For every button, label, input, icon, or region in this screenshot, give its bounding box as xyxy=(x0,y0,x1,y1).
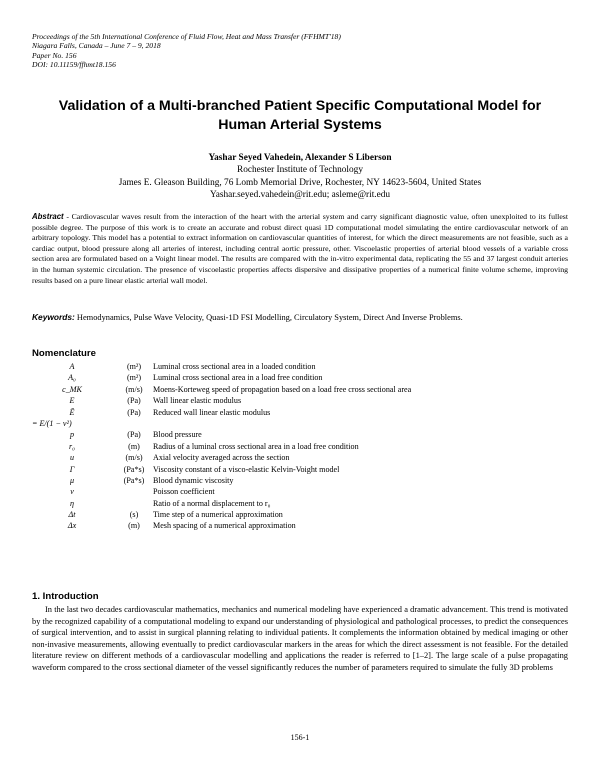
nomenclature-row xyxy=(32,509,568,520)
nomenclature-unit: (Pa) xyxy=(127,430,141,440)
nomenclature-unit: (Pa) xyxy=(127,407,141,417)
nomenclature-description: Viscosity constant of a visco-elastic Kelvin-Voight model xyxy=(153,464,340,474)
keywords-text: Hemodynamics, Pulse Wave Velocity, Quasi-1D FSI Modelling, Circulatory System, Direct And Inverse Problems. xyxy=(74,313,463,322)
nomenclature-symbol: = E/(1 − ν²) xyxy=(32,418,72,428)
keywords-lead: Keywords: xyxy=(32,312,75,322)
introduction-heading: 1. Introduction xyxy=(32,591,99,602)
nomenclature-heading: Nomenclature xyxy=(32,348,96,359)
nomenclature-row xyxy=(32,429,568,440)
author-institute: Rochester Institute of Technology xyxy=(237,165,363,176)
nomenclature-row xyxy=(32,498,568,509)
nomenclature-row xyxy=(32,372,568,383)
nomenclature-row xyxy=(32,418,568,429)
paper-title: Validation of a Multi-branched Patient Specific Computational Model for Human Arterial Systems xyxy=(58,98,542,133)
nomenclature-unit: (m) xyxy=(128,441,140,451)
nomenclature-row xyxy=(32,361,568,372)
abstract-lead: Abstract xyxy=(32,212,64,221)
nomenclature-symbol: u xyxy=(69,453,75,463)
nomenclature-symbol: η xyxy=(69,498,74,508)
header-conference: Proceedings of the 5th International Conference of Fluid Flow, Heat and Mass Transfer (FFHMT'18) xyxy=(32,32,341,41)
nomenclature-row xyxy=(32,520,568,531)
nomenclature-row xyxy=(32,452,568,463)
nomenclature-symbol: Δx xyxy=(67,521,77,531)
nomenclature-symbol: μ xyxy=(69,475,75,485)
nomenclature-unit: (Pa*s) xyxy=(123,475,145,485)
nomenclature-description: Moens-Korteweg speed of propagation based on a load free cross sectional area xyxy=(153,384,412,394)
nomenclature-symbol: A₀ xyxy=(68,373,76,383)
nomenclature-symbol: E xyxy=(69,396,75,406)
nomenclature-unit: (Pa) xyxy=(127,396,141,406)
nomenclature-unit: (Pa*s) xyxy=(123,464,145,474)
author-address: James E. Gleason Building, 76 Lomb Memorial Drive, Rochester, NY 14623-5604, United States xyxy=(118,177,482,188)
nomenclature-symbol: p xyxy=(69,430,75,440)
author-emails: Yashar.seyed.vahedein@rit.edu; asleme@rit.edu xyxy=(209,190,391,201)
nomenclature-description: Time step of a numerical approximation xyxy=(153,510,283,520)
introduction-text: In the last two decades cardiovascular mathematics, mechanics and numerical modeling have experienced a dramatic advancement. This trend is motivated by the recognized capability of a computational modeling to expand our understanding of physiological and pathological processes, to predict the consequences of surgical intervention, and to assist in surgical planning relating to individual patients. It complements the information obtained by medical imaging or other non-invasive measurements, allowing eventually to predict cardiovascular markers in the areas for which the direct assessment is not feasible. For the detailed literature review on different methods of a cardiovascular modelling and applications the reader is referred to [1–2]. The large scale of a pulse propagating waveform compared to the cross sectional diameter of the vessel significantly reduces the number of parameters required to simulate the fully 3D problems xyxy=(32,605,568,672)
nomenclature-symbol: Γ xyxy=(69,464,75,474)
nomenclature-symbol: ν xyxy=(70,487,74,497)
nomenclature-description: Mesh spacing of a numerical approximation xyxy=(153,521,296,531)
nomenclature-description: Poisson coefficient xyxy=(153,487,215,497)
nomenclature-description: Luminal cross sectional area in a loaded condition xyxy=(153,362,316,371)
nomenclature-symbol: A xyxy=(69,362,75,371)
nomenclature-row xyxy=(32,464,568,475)
nomenclature-row xyxy=(32,407,568,418)
nomenclature-symbol: c_MK xyxy=(62,384,82,394)
header-location: Niagara Falls, Canada – June 7 – 9, 2018 xyxy=(32,41,161,51)
author-names: Yashar Seyed Vahedein, Alexander S Liberson xyxy=(208,153,392,163)
nomenclature-unit: (m/s) xyxy=(125,453,143,463)
nomenclature-symbol: Δt xyxy=(68,510,76,520)
nomenclature-row xyxy=(32,475,568,486)
nomenclature-description: Blood pressure xyxy=(153,430,202,440)
nomenclature-description: Reduced wall linear elastic modulus xyxy=(153,407,271,417)
nomenclature-description: Blood dynamic viscosity xyxy=(153,475,234,485)
nomenclature-description: Ratio of a normal displacement to r₀ xyxy=(153,498,271,508)
nomenclature-row xyxy=(32,395,568,406)
nomenclature-description: Luminal cross sectional area in a load free condition xyxy=(153,373,323,383)
nomenclature-description: Wall linear elastic modulus xyxy=(153,396,242,406)
nomenclature-unit: (s) xyxy=(129,510,139,520)
nomenclature-row xyxy=(32,384,568,395)
nomenclature-symbol: r₀ xyxy=(69,441,75,451)
header-doi: DOI: 10.11159/ffhmt18.156 xyxy=(32,60,116,70)
nomenclature-unit: (m/s) xyxy=(125,384,143,394)
abstract xyxy=(32,212,568,286)
nomenclature-row xyxy=(32,441,568,452)
nomenclature-description: Axial velocity averaged across the section xyxy=(153,453,290,463)
nomenclature-row xyxy=(32,486,568,497)
author-block xyxy=(40,152,560,202)
proceedings-header xyxy=(32,32,341,70)
nomenclature-unit: (m²) xyxy=(126,373,142,383)
nomenclature-description: Radius of a luminal cross sectional area in a load free condition xyxy=(153,441,359,451)
nomenclature-symbol: Ē xyxy=(69,407,75,417)
nomenclature-unit: (m²) xyxy=(126,362,142,371)
nomenclature-unit: (m) xyxy=(128,521,140,531)
header-paper-no: Paper No. 156 xyxy=(32,50,77,60)
abstract-text: - Cardiovascular waves result from the interaction of the heart with the arterial system and carry significant diagnostic value, often unexploited to its fullest possible degree. The purpose of this work is to create an accurate and robust direct quasi 1D computational model simulating the entire cardiovascular network of an arbitrary topology. This model has a potential to extract information on cardiovascular quantities of interest, for which the direct measurements are not feasible, such as a cardiac output, blood pressure along all arteries of interest, including central aortic pressure, other. Viscoelastic properties of arterial blood vessels of a variable cross section area are formulated based on a Voight linear model. The results are compared with the in-vitro experimental data, replicating the 55 and 37 largest conduit arteries in the human systemic circulation. The presence of viscoelastic properties affects dispersive and dissipative properties of a numerical finite volume scheme, improving results based on a pure linear elastic arterial wall model. xyxy=(32,212,568,285)
keywords xyxy=(32,312,568,323)
nomenclature-table xyxy=(32,361,568,532)
page-number: 156-1 xyxy=(290,733,310,742)
